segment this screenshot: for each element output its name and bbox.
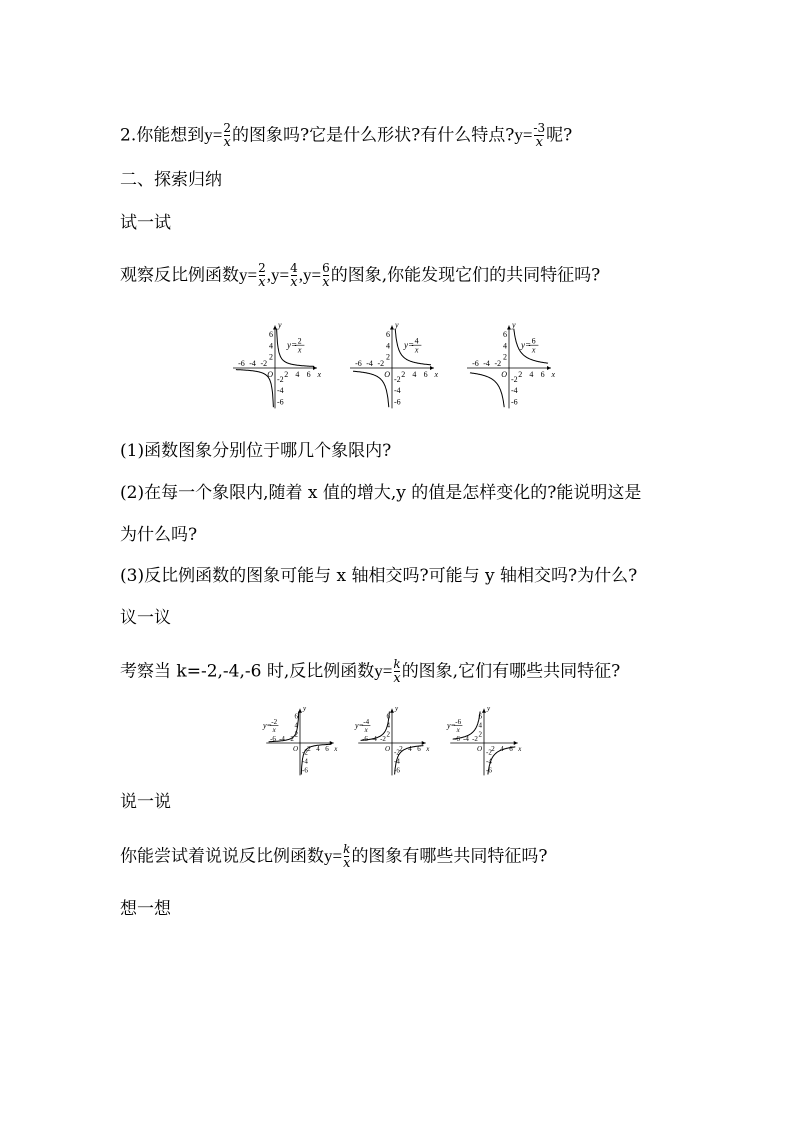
- y-axis-label: y: [278, 322, 282, 330]
- discuss-heading: 议一议: [120, 608, 171, 628]
- y-tick-label: 6: [386, 330, 390, 340]
- y-tick-label: 4: [269, 341, 273, 351]
- formula-denominator: x: [364, 725, 368, 734]
- y-tick-label: -4: [486, 757, 492, 766]
- positive-k-graphs: [230, 322, 570, 414]
- section-heading: 二、探索归纳: [120, 170, 222, 190]
- y-axis-label: y: [395, 322, 399, 330]
- x-tick-label: 6: [417, 745, 421, 753]
- x-tick-label: 4: [412, 370, 417, 379]
- y-tick-label: -6: [486, 766, 492, 775]
- x-tick-label: -6: [454, 735, 460, 743]
- x-tick-label: -6: [362, 735, 368, 743]
- fraction-k-over-x: $\frac{k}{x}$: [343, 842, 351, 871]
- origin-label: O: [292, 745, 298, 753]
- x-arrow: [430, 366, 434, 370]
- y-tick-label: 4: [478, 721, 482, 730]
- x-tick-label: 2: [491, 745, 495, 753]
- y-tick-label: -4: [394, 386, 401, 396]
- formula-label: y=: [521, 340, 532, 350]
- x-tick-label: 4: [316, 745, 320, 753]
- y-tick-label: 2: [503, 352, 507, 362]
- fraction-neg3-over-x: $\frac{-3}{x}$: [533, 121, 546, 150]
- y-tick-label: 6: [294, 712, 298, 721]
- y-tick-label: 4: [386, 721, 390, 730]
- y-arrow: [482, 709, 486, 713]
- x-tick-label: 6: [423, 370, 428, 379]
- x-tick-label: -6: [270, 735, 276, 743]
- y-tick-label: -6: [302, 766, 308, 775]
- hyperbola-graph: [350, 322, 439, 408]
- say-heading: 说一说: [120, 792, 171, 812]
- formula-denominator: x: [531, 345, 536, 355]
- y-tick-label: 2: [478, 730, 482, 739]
- x-arrow: [422, 741, 426, 745]
- y-tick-label: -4: [277, 386, 284, 396]
- x-tick-label: 4: [500, 745, 504, 753]
- fraction-2-over-x: $\frac{2}{x}$: [223, 121, 231, 150]
- try-heading: 试一试: [120, 213, 171, 233]
- formula-label: y=: [263, 721, 272, 730]
- formula-numerator: -4: [363, 718, 370, 727]
- y-tick-label: -2: [511, 374, 518, 384]
- question-1: (1)函数图象分别位于哪几个象限内?: [120, 441, 392, 461]
- x-tick-label: -2: [377, 359, 385, 368]
- hyperbola-graph: [233, 322, 322, 408]
- y-tick-label: 4: [294, 721, 298, 730]
- x-tick-label: -2: [380, 735, 386, 743]
- x-arrow: [514, 741, 518, 745]
- y-tick-label: 2: [294, 730, 298, 739]
- x-tick-label: 2: [307, 745, 311, 753]
- formula-numerator: 4: [414, 336, 419, 346]
- y-tick-label: 6: [269, 330, 273, 340]
- x-tick-label: 2: [518, 370, 523, 379]
- question-3: (3)反比例函数的图象可能与 x 轴相交吗?可能与 y 轴相交吗?为什么?: [120, 566, 638, 586]
- x-axis-label: x: [334, 745, 338, 753]
- consider-question: 考察当 k=-2,-4,-6 时,反比例函数y= $\frac{k}{x}$ 的图象,它们有哪些共同特征?: [120, 657, 621, 686]
- y-arrow: [390, 325, 394, 329]
- formula-label: y=: [404, 340, 415, 350]
- y-tick-label: 2: [386, 352, 390, 362]
- x-tick-label: 6: [306, 370, 311, 379]
- x-tick-label: -2: [288, 735, 294, 743]
- formula-numerator: 2: [297, 336, 302, 346]
- y-tick-label: -2: [277, 374, 284, 384]
- x-tick-label: -4: [366, 359, 373, 368]
- x-axis-label: x: [518, 745, 522, 753]
- y-arrow: [390, 709, 394, 713]
- x-tick-label: 2: [401, 370, 406, 379]
- x-tick-label: -2: [494, 359, 502, 368]
- formula-numerator: -2: [271, 718, 278, 727]
- y-axis-label: y: [303, 704, 307, 713]
- fraction: $\frac{2}{x}$: [258, 261, 266, 290]
- x-tick-label: 2: [399, 745, 403, 753]
- y-tick-label: 6: [478, 712, 482, 721]
- formula-label: y=: [287, 340, 298, 350]
- y-axis-label: y: [487, 704, 491, 713]
- x-tick-label: -2: [260, 359, 268, 368]
- x-tick-label: 2: [284, 370, 289, 379]
- x-tick-label: -4: [463, 735, 469, 743]
- x-axis-label: x: [317, 370, 322, 379]
- y-tick-label: -6: [394, 766, 400, 775]
- x-axis-label: x: [434, 370, 439, 379]
- y-arrow: [507, 325, 511, 329]
- y-tick-label: -4: [394, 757, 400, 766]
- origin-label: O: [267, 370, 273, 379]
- formula-label: y=: [447, 721, 456, 730]
- y-tick-label: -2: [486, 748, 492, 757]
- x-arrow: [547, 366, 551, 370]
- x-tick-label: 6: [540, 370, 545, 379]
- y-tick-label: -2: [394, 374, 401, 384]
- hyperbola-graph: [262, 705, 338, 776]
- think-heading: 想一想: [120, 899, 171, 919]
- origin-label: O: [476, 745, 482, 753]
- x-tick-label: -6: [472, 359, 479, 368]
- y-tick-label: -2: [302, 748, 308, 757]
- x-tick-label: 4: [295, 370, 300, 379]
- observe-question: 观察反比例函数y= $\frac{2}{x}$ ,y= $\frac{4}{x}$ ,y= $\frac{6}{x}$ 的图象,你能发现它们的共同特征吗?: [120, 261, 601, 290]
- y-tick-label: 6: [386, 712, 390, 721]
- y-tick-label: -6: [277, 397, 284, 407]
- x-tick-label: 6: [325, 745, 329, 753]
- y-tick-label: 2: [269, 352, 273, 362]
- hyperbola-graph: [467, 322, 556, 408]
- origin-label: O: [384, 745, 390, 753]
- y-tick-label: -6: [511, 397, 518, 407]
- x-axis-label: x: [551, 370, 556, 379]
- hyperbola-graph: [446, 705, 522, 776]
- x-tick-label: -6: [355, 359, 362, 368]
- formula-denominator: x: [297, 345, 302, 355]
- y-tick-label: -4: [511, 386, 518, 396]
- formula-numerator: -6: [455, 718, 462, 727]
- x-tick-label: -4: [249, 359, 256, 368]
- x-tick-label: -6: [238, 359, 245, 368]
- y-tick-label: -6: [394, 397, 401, 407]
- say-question: 你能尝试着说说反比例函数y= $\frac{k}{x}$ 的图象有哪些共同特征吗?: [120, 842, 548, 871]
- curve-branch: [470, 373, 504, 407]
- fraction-k-over-x: $\frac{k}{x}$: [393, 657, 401, 686]
- y-axis-label: y: [512, 322, 516, 330]
- y-tick-label: 6: [503, 330, 507, 340]
- origin-label: O: [384, 370, 390, 379]
- formula-denominator: x: [414, 345, 419, 355]
- formula-denominator: x: [272, 725, 276, 734]
- hyperbola-graph: [354, 705, 430, 776]
- x-tick-label: -4: [483, 359, 490, 368]
- y-tick-label: 4: [503, 341, 507, 351]
- y-tick-label: -4: [302, 757, 308, 766]
- y-tick-label: -2: [394, 748, 400, 757]
- fraction: $\frac{6}{x}$: [322, 261, 330, 290]
- x-tick-label: -4: [279, 735, 285, 743]
- formula-label: y=: [355, 721, 364, 730]
- x-tick-label: 4: [408, 745, 412, 753]
- x-axis-label: x: [426, 745, 430, 753]
- question-2: 2.你能想到y= $\frac{2}{x}$ 的图象吗?它是什么形状?有什么特点?y= $\frac{-3}{x}$ 呢?: [120, 121, 573, 150]
- x-tick-label: -2: [472, 735, 478, 743]
- question-2b-line2: 为什么吗?: [120, 525, 198, 545]
- y-tick-label: 2: [386, 730, 390, 739]
- question-2b-line1: (2)在每一个象限内,随着 x 值的增大,y 的值是怎样变化的?能说明这是: [120, 483, 642, 503]
- formula-numerator: 6: [531, 336, 536, 346]
- fraction: $\frac{4}{x}$: [290, 261, 298, 290]
- y-tick-label: 4: [386, 341, 390, 351]
- y-axis-label: y: [395, 704, 399, 713]
- formula-denominator: x: [456, 725, 460, 734]
- negative-k-graphs: [260, 703, 540, 779]
- x-tick-label: 4: [529, 370, 534, 379]
- x-tick-label: 6: [509, 745, 513, 753]
- origin-label: O: [501, 370, 507, 379]
- x-tick-label: -4: [371, 735, 377, 743]
